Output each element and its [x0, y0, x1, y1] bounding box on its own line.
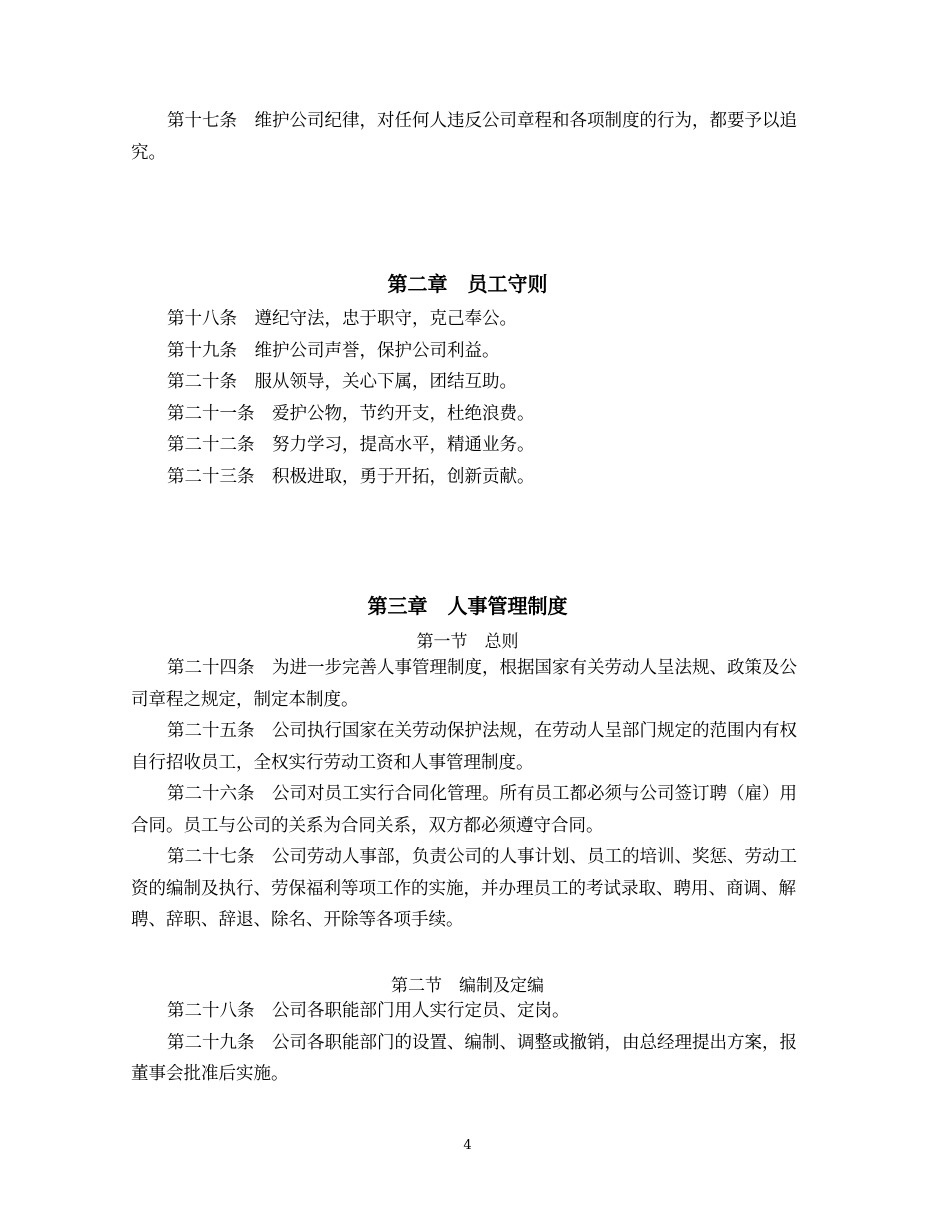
article-text: 公司对员工实行合同化管理。所有员工都必须与公司签订聘（雇）用合同。员工与公司的关系为合同关系，双方都必须遵守合同。	[131, 784, 797, 836]
page-number: 4	[463, 1138, 472, 1153]
article-20	[131, 367, 807, 399]
article-label: 第二十条	[167, 372, 237, 392]
article-19	[131, 336, 807, 368]
article-26	[131, 779, 807, 842]
article-text: 公司各职能部门用人实行定员、定岗。	[272, 1001, 570, 1021]
article-text: 为进一步完善人事管理制度，根据国家有关劳动人呈法规、政策及公司章程之规定，制定本制度。	[131, 658, 797, 710]
article-29	[131, 1028, 807, 1091]
article-21	[131, 399, 807, 431]
article-24	[131, 653, 807, 716]
article-text: 公司劳动人事部，负责公司的人事计划、员工的培训、奖惩、劳动工资的编制及执行、劳保福利等项工作的实施，并办理员工的考试录取、聘用、商调、解聘、辞职、辞退、除名、开除等各项手续。	[131, 847, 797, 930]
article-17	[131, 106, 807, 169]
article-25	[131, 716, 807, 779]
article-22	[131, 430, 807, 462]
article-label: 第二十一条	[167, 403, 255, 424]
article-text: 遵纪守法，忠于职守，克己奉公。	[254, 309, 517, 329]
article-label: 第二十八条	[167, 1001, 255, 1021]
section-2-articles	[131, 996, 807, 1091]
article-label: 第二十七条	[167, 847, 255, 867]
article-label: 第二十三条	[167, 466, 255, 487]
article-label: 第二十二条	[167, 435, 255, 455]
article-label: 第十九条	[167, 340, 237, 361]
article-text: 服从领导，关心下属，团结互助。	[254, 372, 517, 392]
article-text: 公司执行国家在关劳动保护法规，在劳动人呈部门规定的范围内有权自行招收员工，全权实行劳动工资和人事管理制度。	[131, 721, 797, 773]
section-2-title: 第二节 编制及定编	[391, 976, 544, 996]
article-text: 维护公司纪律，对任何人违反公司章程和各项制度的行为，都要予以追究。	[131, 111, 797, 163]
chapter-3-title: 第三章 人事管理制度	[367, 594, 568, 618]
article-paragraph	[131, 106, 807, 169]
section-1-articles	[131, 653, 807, 937]
article-text: 爱护公物，节约开支，杜绝浪费。	[272, 403, 535, 424]
article-27	[131, 842, 807, 937]
article-28	[131, 996, 807, 1028]
article-text: 努力学习，提高水平，精通业务。	[272, 435, 535, 455]
article-23	[131, 462, 807, 494]
article-label: 第十七条	[167, 111, 237, 131]
chapter-2-articles	[131, 304, 807, 493]
article-18	[131, 304, 807, 336]
article-text: 公司各职能部门的设置、编制、调整或撤销，由总经理提出方案，报董事会批准后实施。	[131, 1032, 797, 1084]
article-text: 维护公司声誉，保护公司利益。	[254, 340, 500, 361]
chapter-2-title: 第二章 员工守则	[387, 272, 548, 296]
article-text: 积极进取，勇于开拓，创新贡献。	[272, 466, 535, 487]
article-label: 第二十六条	[167, 784, 255, 804]
article-label: 第二十四条	[167, 658, 255, 678]
article-label: 第二十五条	[167, 721, 255, 741]
article-label: 第十八条	[167, 309, 237, 329]
article-label: 第二十九条	[167, 1032, 255, 1053]
section-1-title: 第一节 总则	[416, 632, 519, 652]
